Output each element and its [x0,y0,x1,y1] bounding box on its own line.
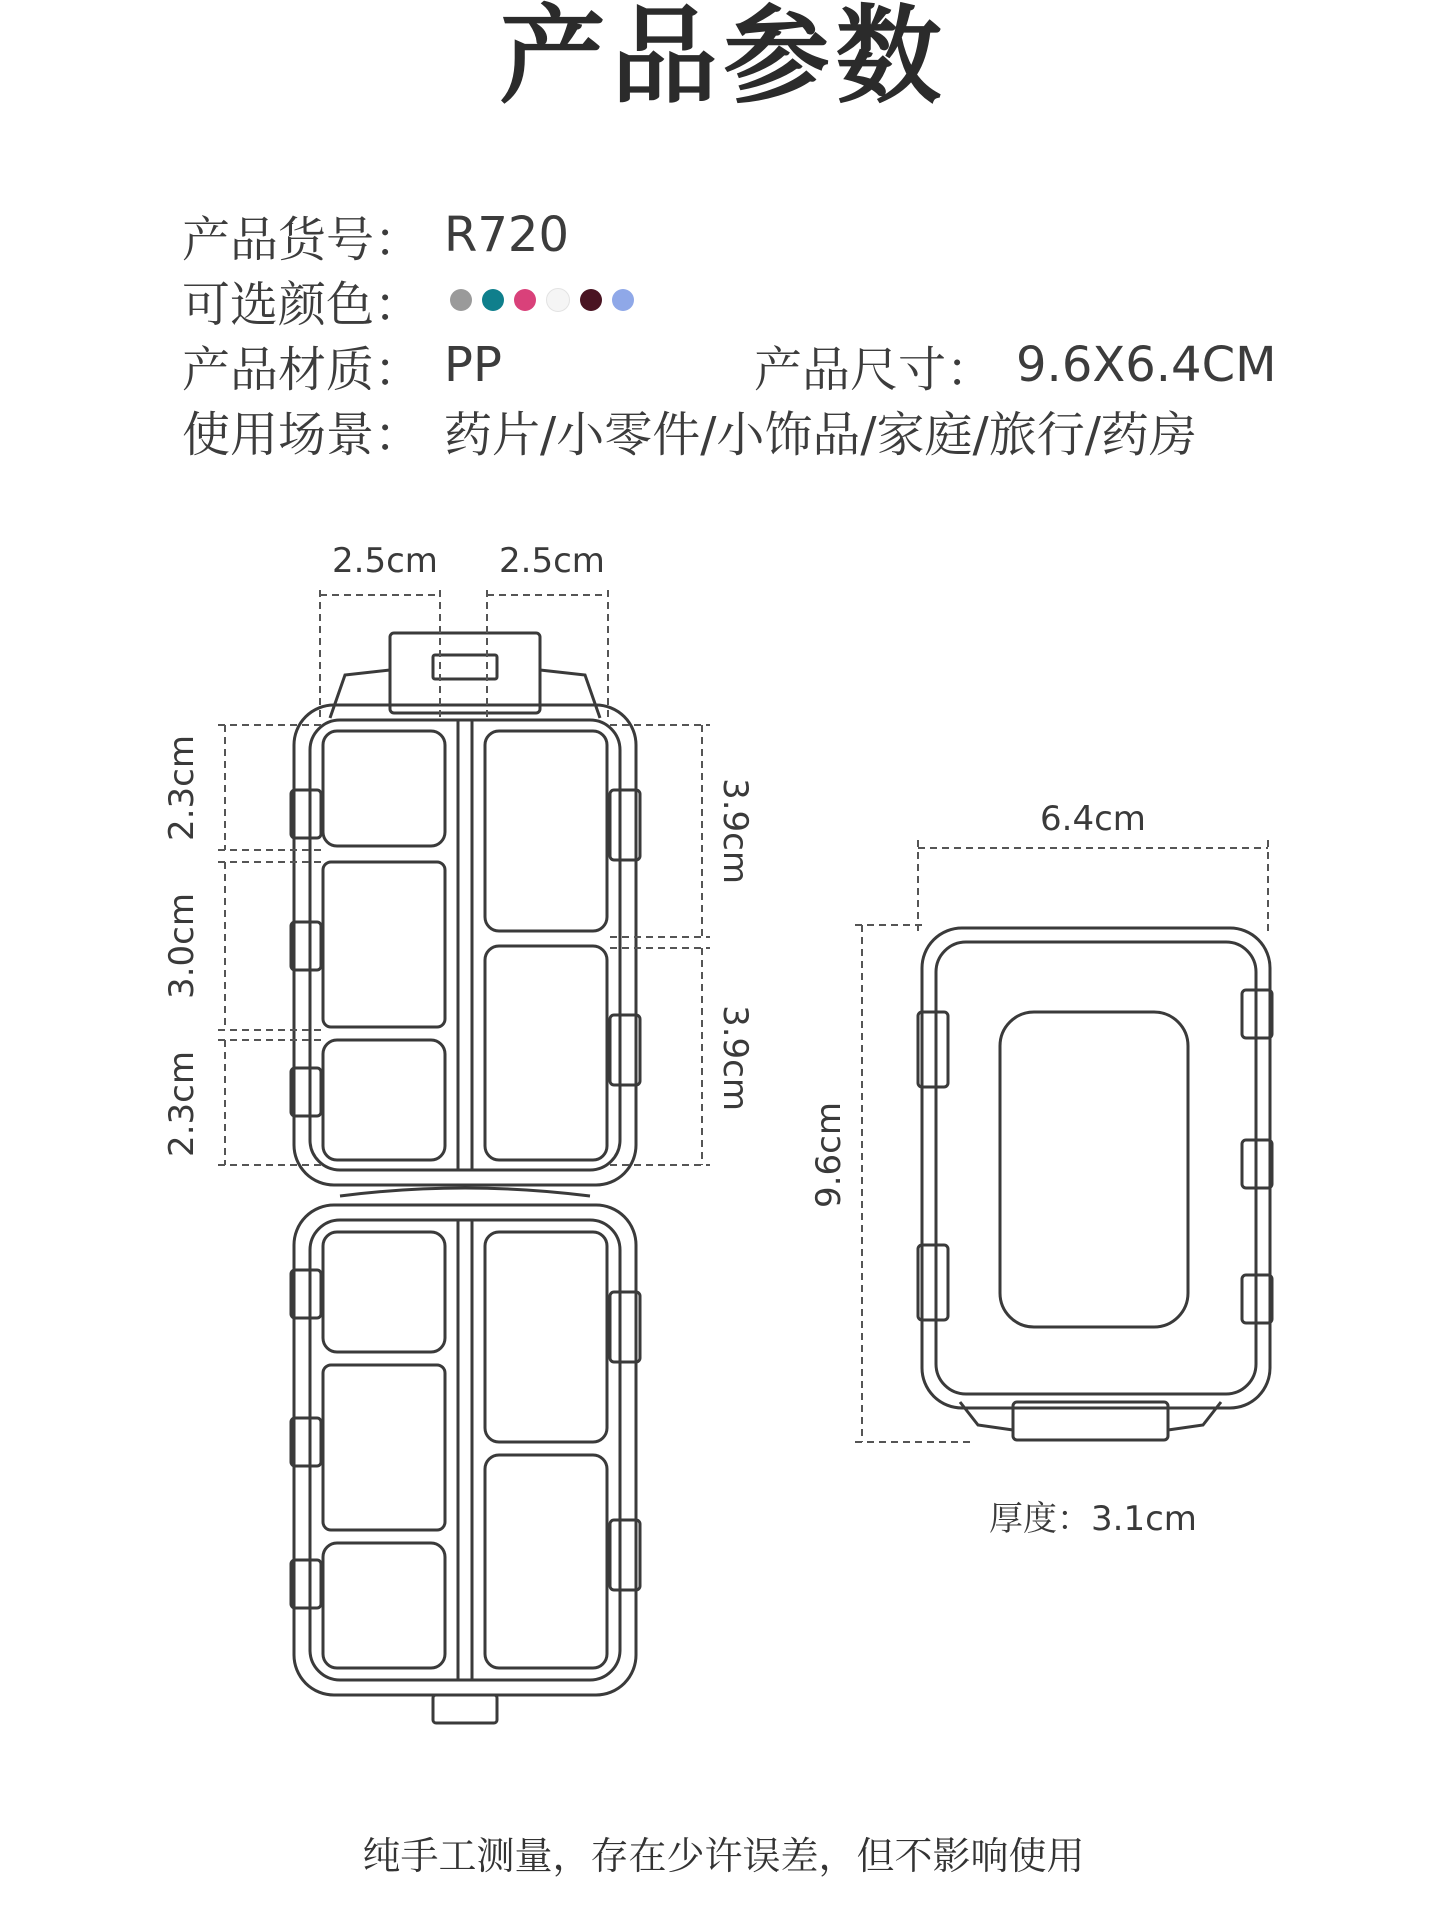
upper-left-compartment-3 [323,1040,445,1160]
lower-half-outer [294,1205,636,1695]
closed-case-drawing [918,928,1272,1440]
closed-clasp-arms [960,1402,1221,1430]
dim-row1-height: 2.3cm [162,735,202,841]
upper-right-compartment-2 [485,946,607,1160]
lower-right-compartment-1 [485,1232,607,1442]
upper-right-compartment-1 [485,731,607,931]
dim-closed-width: 6.4cm [1040,799,1146,839]
closed-case-outer [922,928,1270,1408]
closed-case-window [1000,1012,1188,1327]
bottom-clasp [433,1695,497,1723]
material-value: PP [444,337,502,393]
lower-left-compartment-3 [323,1543,445,1668]
dim-right-width: 2.5cm [499,541,605,581]
dim-row2-height: 3.0cm [162,893,202,999]
model-value: R720 [444,207,569,263]
dim-right-upper-height: 3.9cm [715,778,755,884]
upper-left-compartment-1 [323,731,445,846]
lower-right-compartment-2 [485,1455,607,1668]
size-value: 9.6X6.4CM [1016,337,1277,393]
thickness-label: 厚度：3.1cm [989,1499,1197,1539]
dim-row3-height: 2.3cm [162,1051,202,1157]
top-clasp [390,633,540,713]
colors-label: 可选颜色： [182,276,423,333]
size-label: 产品尺寸： [754,341,995,398]
page-title: 产品参数 [499,0,948,118]
measurement-footnote: 纯手工测量，存在少许误差，但不影响使用 [362,1834,1085,1878]
hinge [340,1188,590,1196]
upper-left-compartment-2 [323,862,445,1027]
lower-left-compartment-1 [323,1232,445,1352]
dim-right-lower-height: 3.9cm [715,1005,755,1111]
lower-half-inner [310,1220,620,1680]
usage-label: 使用场景： [182,406,423,463]
usage-value: 药片/小零件/小饰品/家庭/旅行/药房 [444,406,1197,463]
model-label: 产品货号： [182,211,423,268]
clasp-arms [330,670,600,718]
material-label: 产品材质： [182,341,423,398]
lower-left-compartment-2 [323,1365,445,1530]
closed-case-dimension-lines [855,840,1268,1442]
dim-closed-height: 9.6cm [809,1102,849,1208]
dim-left-width: 2.5cm [332,541,438,581]
open-case-drawing [291,633,640,1723]
